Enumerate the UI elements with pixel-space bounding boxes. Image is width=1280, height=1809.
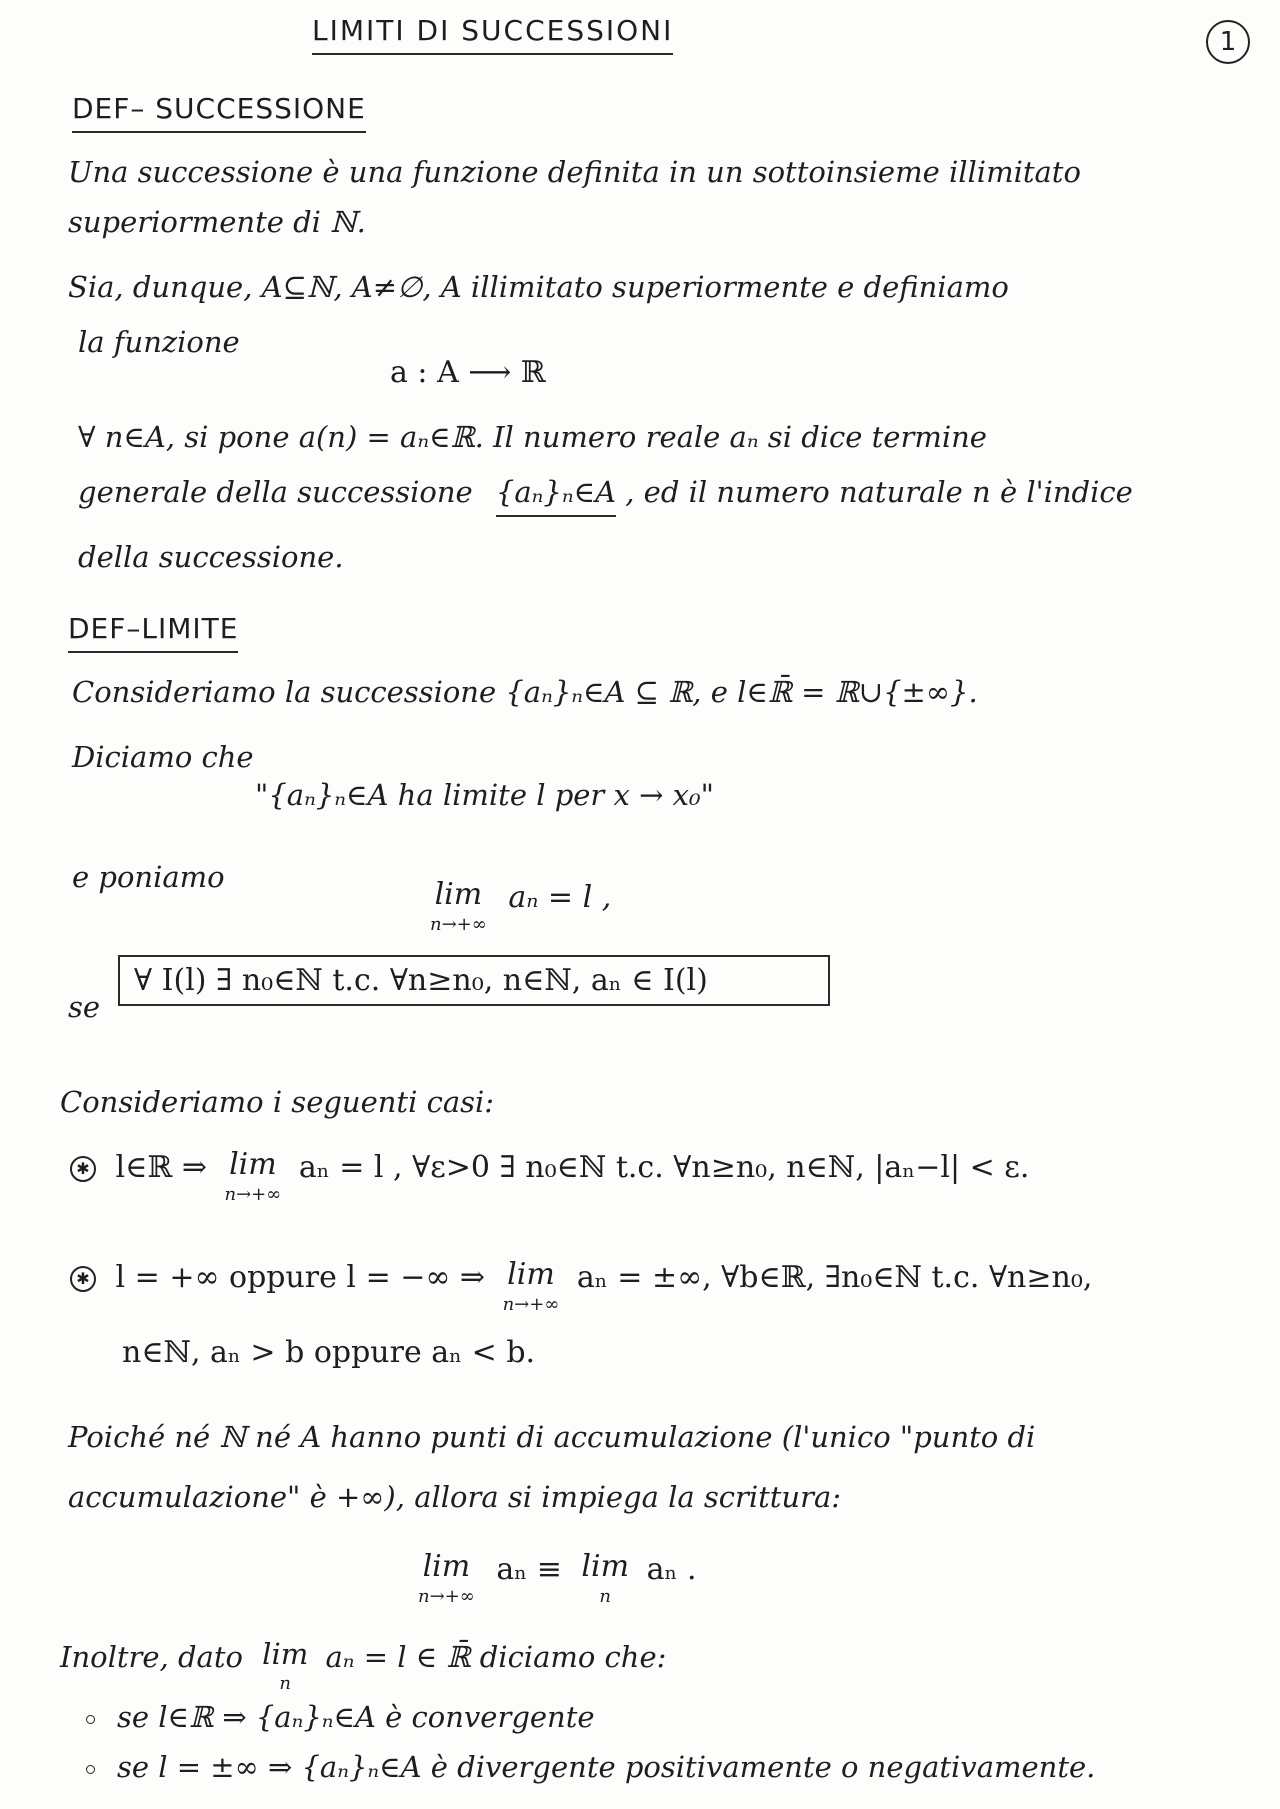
sequence-notation: {aₙ}ₙ∈A [496, 475, 616, 517]
def-limite-line-1: Consideriamo la successione {aₙ}ₙ∈A ⊆ ℝ, e l∈ℝ̄ = ℝ∪{±∞}. [72, 675, 978, 709]
inoltre-lim: lim [262, 1637, 309, 1671]
case-finite-limit [70, 1147, 1030, 1205]
bullet-divergente [86, 1750, 1095, 1784]
inoltre-post: aₙ = l ∈ ℝ̄ diciamo che: [325, 1640, 667, 1674]
function-formula: a : A ⟶ ℝ [390, 355, 546, 390]
limit-condition-box: ∀ I(l) ∃ n₀∈ℕ t.c. ∀n≥n₀, n∈ℕ, aₙ ∈ I(l) [118, 955, 830, 1006]
lim-word: lim [434, 877, 483, 912]
def-limite-heading: DEF–LIMITE [68, 612, 238, 653]
accumulazione-line-1: Poiché né ℕ né A hanno punti di accumulazione (l'unico "punto di [68, 1420, 1036, 1454]
bullet-convergente [86, 1700, 595, 1734]
case1-lim: lim [229, 1147, 277, 1182]
case2-post: aₙ = ±∞, ∀b∈ℝ, ∃n₀∈ℕ t.c. ∀n≥n₀, [576, 1260, 1093, 1295]
eq-end: aₙ . [646, 1552, 697, 1587]
limit-statement-quote: "{aₙ}ₙ∈A ha limite l per x → x₀" [255, 778, 714, 812]
lim-subscript: n→+∞ [430, 914, 487, 935]
def-successione-line-6 [78, 475, 1133, 509]
def-successione-line-1: Una successione è una funzione definita in un sottoinsieme illimitato [68, 155, 1081, 189]
lim-left: lim [422, 1549, 471, 1584]
def-successione-line-4: la funzione [78, 325, 240, 359]
case-infinite-limit [70, 1257, 1093, 1315]
inoltre-lim-sub: n [279, 1673, 291, 1694]
bullet-1-text: se l∈ℝ ⇒ {aₙ}ₙ∈A è convergente [117, 1700, 595, 1734]
eq-mid: aₙ ≡ [496, 1552, 562, 1587]
bullet-dot-icon [86, 1765, 95, 1774]
casi-intro: Consideriamo i seguenti casi: [60, 1085, 495, 1119]
accumulazione-line-2: accumulazione" è +∞), allora si impiega la scrittura: [68, 1480, 842, 1514]
case2-line-2: n∈ℕ, aₙ > b oppure aₙ < b. [122, 1335, 536, 1370]
inoltre-pre: Inoltre, dato [60, 1640, 243, 1674]
case-bullet-icon: ✱ [70, 1266, 96, 1292]
limit-definition-formula [430, 877, 612, 935]
def-limite-line-2: Diciamo che [72, 740, 254, 774]
bullet-2-text: se l = ±∞ ⇒ {aₙ}ₙ∈A è divergente positivamente o negativamente. [117, 1750, 1096, 1784]
case2-lim: lim [507, 1257, 555, 1292]
case1-post: aₙ = l , ∀ε>0 ∃ n₀∈ℕ t.c. ∀n≥n₀, n∈ℕ, |aₙ−l| < ε. [298, 1150, 1030, 1185]
def-successione-heading: DEF– SUCCESSIONE [72, 92, 366, 133]
def-successione-line-7: della successione. [78, 540, 344, 574]
def-successione-line-3: Sia, dunque, A⊆ℕ, A≠∅, A illimitato superiormente e definiamo [68, 270, 1009, 304]
lim-right: lim [581, 1549, 630, 1584]
case-bullet-icon: ✱ [70, 1156, 96, 1182]
se-label: se [68, 990, 101, 1024]
lim-right-sub: n [599, 1586, 612, 1607]
page-title: LIMITI DI SUCCESSIONI [312, 14, 673, 55]
case2-pre: l = +∞ oppure l = −∞ ⇒ [115, 1260, 486, 1295]
line-6-text-a: generale della successione [78, 475, 473, 509]
bullet-dot-icon [86, 1715, 95, 1724]
lim-rhs: aₙ = l , [508, 880, 612, 915]
case1-sub: n→+∞ [224, 1184, 282, 1205]
def-successione-line-2: superiormente di ℕ. [68, 205, 366, 239]
def-limite-line-3: e poniamo [72, 860, 225, 894]
lim-left-sub: n→+∞ [418, 1586, 475, 1607]
case2-sub: n→+∞ [502, 1294, 560, 1315]
line-6-text-b: , ed il numero naturale n è l'indice [625, 475, 1133, 509]
inoltre-line [60, 1637, 667, 1694]
equivalent-notation-formula [418, 1549, 697, 1607]
def-successione-line-5: ∀ n∈A, si pone a(n) = aₙ∈ℝ. Il numero reale aₙ si dice termine [78, 420, 987, 454]
page-number: 1 [1206, 20, 1250, 64]
case1-pre: l∈ℝ ⇒ [115, 1150, 207, 1185]
